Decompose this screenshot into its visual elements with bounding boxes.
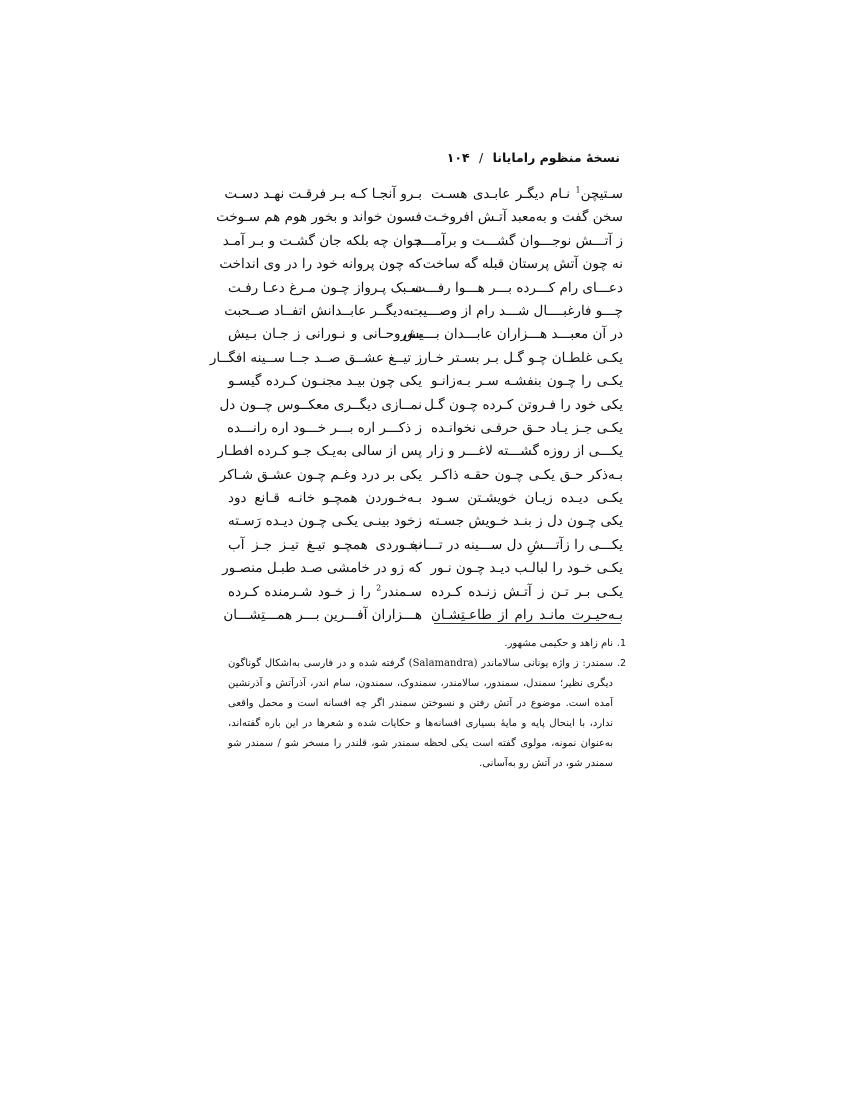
verse-column-left [209,183,422,627]
footnote-divider [434,623,621,624]
verse-line: زخود بینـی یکـی چـون دیـده رَسـته [228,513,422,530]
verse-line: بـه‌خـوردن همچـو خانـه قـانع دود [228,490,422,507]
verse-line: ز تیــغ عشــق صــد جــا ســینه افگــار [209,349,422,366]
verse-line: بـه‌ذکر حـق یکـی چـون حقـه ذاکـر [431,466,623,483]
verse-line: بــه‌دیگــر عابــدانش اتفــاد صــحبت [224,302,422,319]
verse-line: که چون پروانه خود را در وی انداخت [219,256,422,273]
verse-line: فسون خواند و بخور هوم هم سـوخت [216,209,422,226]
footnote-text: نام زاهد و حکیمی مشهور. [504,638,613,649]
verse-line: یکـی جـز یـاد حـق حرفـی نخوانـده [431,419,623,436]
verse-line: که زو در خامشی صـد طبـل منصـور [222,560,422,577]
page-number: ۱۰۴ [446,150,470,165]
verse-line: سـبک پـرواز چـون مـرغ دعـا رفـت [228,279,422,296]
verse-line: نخـوردی همچـو تیـغ تیـز جـز آب [228,536,422,553]
footnote-number: 2. [616,658,626,669]
verse-line: ز آتـــش نوجـــوان گشـــت و برآمـــد [415,232,623,249]
verse-line: یکی چون بیـد مجنـون کـرده گیسـو [228,373,422,390]
verse-line: یکـی بـر تـن ز آتـش زنـده کـرده [431,583,623,600]
verse-line: نمــازی دیگــری معکــوس چــون دل [219,396,422,413]
verse-line: چـــو فارغبــــال شـــد رام از وصـــیت [410,302,623,319]
running-header [430,150,620,172]
footnote-text: سمندر: ز واژه یونانی سالاماندر (Salamandra) گرفته شده و در فارسی به‌اشکال گوناگون دیگری نظیر؛ سمندل، سمندور، سالامندر، سمندوک، سمندون، سام اندر، آذرآتش و آذرنشین آمده است. موضوع در آتش رفتن و نسوختن سمندر اگر چه افسانه است و محمل واقعی ندارد، با اینحال پایه و مایهٔ بسیاری افسانه‌ها و حکایات شده و شعرها در این باره گفته‌اند، به‌عنوان نمونه، مولوی گفته است یکی لحظه سمندر شو، قلندر را مسخر شو / سمندر شو سمندر شو، در آتش رو به‌آسانی. [228,658,613,769]
verse-line: سـتیچن$^1$ نـام دیگـر عابـدی هسـت [431,185,623,202]
verse-line: یکـــی از روزه گشـــته لاغـــر و زار [426,443,623,460]
verse-column-right [402,183,623,627]
verse-line: در آن معبـــد هـــزاران عابـــدان بـــیش [402,326,623,343]
verse-line: نه چون آتش پرستان قبله گه ساخت [422,256,623,273]
verse-line: یکـی دیـده زیـان خویشـتن سـود [431,490,623,507]
verse-line: جوان چه بلکه جان گشـت و بـر آمـد [222,232,422,249]
verse-line: یکـی خـود را لبالـب دیـد چـون نـور [430,560,623,577]
header-title: نسخهٔ منظوم رامایانا [492,150,620,165]
footnote-marker[interactable]: 2 [376,583,382,593]
verse-line: یکـی غلطـان چـو گـل بـر بسـتر خـار [420,349,623,366]
footnotes [228,634,626,774]
verse-line: یکی چـون دل ز بنـد خـویش جسـته [428,513,623,530]
verse-line: بـرو آنجـا کـه بـر فرقـت نهـد دسـت [224,186,422,202]
footnote-marker[interactable]: 1 [575,185,581,195]
verse-line: هـــزاران آفـــرین بـــر همـــتِشـــان [223,607,422,624]
verse-line: ز ذکـــر اره بـــر خـــود اره رانـــده [226,419,422,436]
verse-line: دعـــای رام کـــرده بـــر هـــوا رفـــت [412,279,623,296]
verse-line: بـه‌حیـرت مانـد رام از طاعـتِشـان [431,607,623,624]
footnote-number: 1. [616,638,626,649]
verse-line: سخن گفت و به‌معبد آتـش افروخـت [423,209,623,226]
footnote [228,654,626,774]
verse-line: پس از سالی به‌یـک جـو کـرده افطـار [217,443,422,460]
verse-line: یکی خود را فـروتن کـرده چـون گـل [424,396,623,413]
footnote [228,634,626,654]
verse-line: یکـی را چـون بنفشـه سـر بـه‌زانـو [431,373,623,390]
verse-line: یکی بر درد وغـم چـون عشـق شـاکر [219,466,422,483]
verse-line: بـه‌روحـانی و نـورانی ز جـان بـیش [228,326,422,343]
verse-line: سـمندر$^2$ را ز خـود شـرمنده کـرده [228,583,422,600]
header-separator: / [479,150,484,165]
verse-line: یکـــی را زآتـــشِ دل ســـینه در تـــاب [410,536,623,553]
